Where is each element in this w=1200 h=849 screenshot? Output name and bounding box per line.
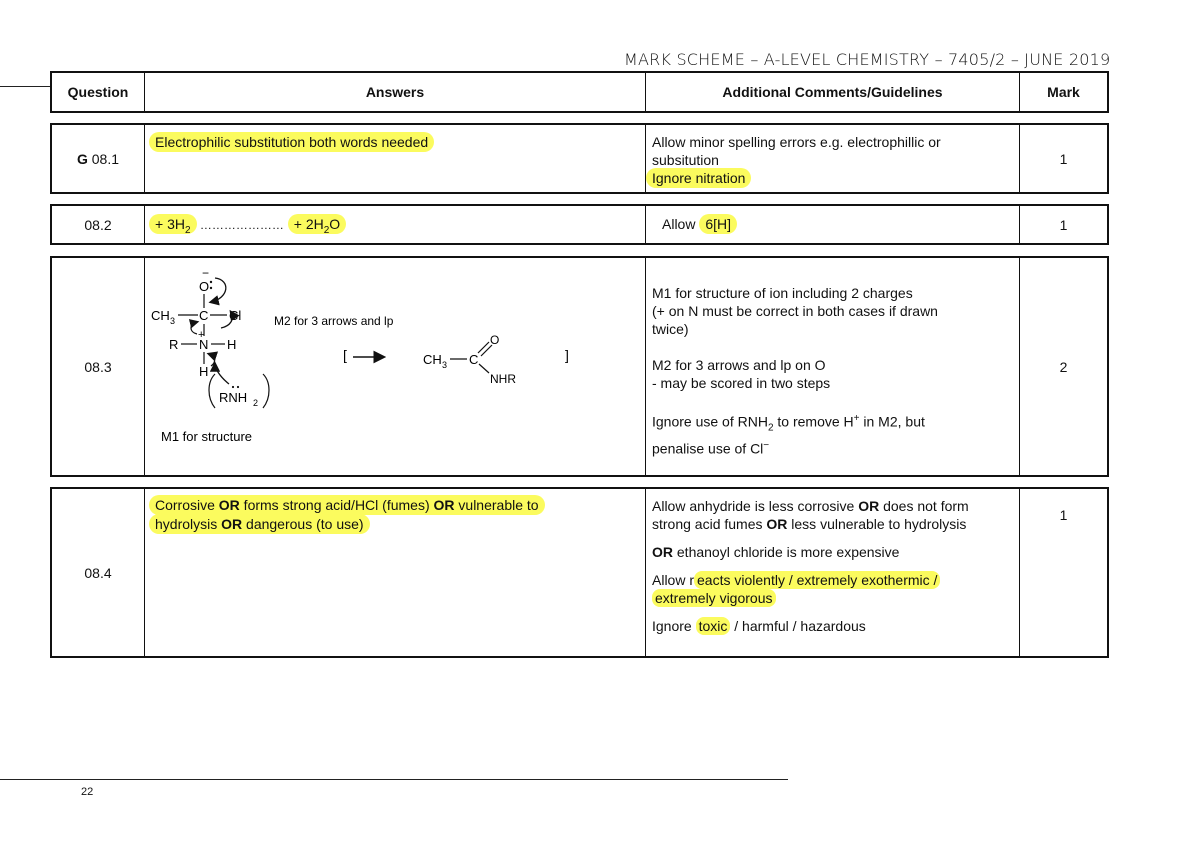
table-row-08-3: [50, 256, 1109, 477]
comment-line: / harmful / hazardous: [730, 618, 866, 634]
answer-part: O: [329, 216, 341, 232]
comment-highlighted: 6[H]: [699, 214, 737, 234]
answer-cell: [145, 258, 646, 475]
table-row-08-2: [50, 204, 1109, 245]
answer-part: forms strong acid/HCl (fumes): [239, 497, 434, 513]
carbon-atom: C: [199, 308, 209, 323]
question-number: 08.4: [52, 489, 145, 656]
comment-superscript: +: [853, 413, 860, 424]
table-row-08-4: [50, 487, 1109, 658]
or-keyword: OR: [433, 497, 455, 513]
comment-line: twice): [652, 321, 689, 337]
positive-charge: +: [198, 329, 205, 341]
mark-value: 1: [1059, 216, 1068, 233]
comment-line: Allow minor spelling errors e.g. electrophillic or: [652, 134, 941, 150]
question-number: 08.2: [52, 206, 145, 243]
answer-part: Corrosive: [155, 497, 219, 513]
comment-line: in M2, but: [859, 413, 925, 430]
answer-part: + 3H: [155, 216, 185, 232]
or-keyword: OR: [218, 497, 240, 513]
chlorine-atom: Cl: [229, 308, 242, 323]
answer-text: Electrophilic substitution both words needed: [149, 132, 434, 152]
r-group: R: [169, 337, 179, 352]
comment-prefix: Allow: [662, 216, 696, 232]
comment-line-highlighted: Ignore nitration: [646, 168, 751, 188]
mark-value: 2: [1059, 358, 1068, 375]
comment-cell: [646, 206, 1020, 243]
footer-rule: [0, 779, 788, 780]
or-keyword: OR: [221, 516, 243, 532]
comment-line: subsitution: [652, 152, 719, 168]
answer-cell: [145, 125, 646, 192]
comment-highlighted: extremely vigorous: [652, 589, 776, 607]
m2-label: M2 for 3 arrows and lp: [274, 314, 394, 328]
answer-part: + 2H: [293, 216, 324, 232]
comment-line: Allow r: [652, 572, 695, 588]
comment-line: M1 for structure of ion including 2 charges: [652, 285, 913, 301]
comment-line: ethanoyl chloride is more expensive: [673, 544, 900, 560]
bracket-open: [: [343, 347, 347, 363]
product-carbon: C: [469, 352, 479, 367]
mechanism-diagram: [145, 258, 642, 475]
methyl-subscript: 3: [170, 316, 176, 326]
answer-cell: [145, 206, 646, 243]
comment-highlighted: eacts violently / extremely exothermic /: [694, 571, 940, 589]
methyl-ch: CH: [151, 308, 170, 323]
comment-line: (+ on N must be correct in both cases if drawn: [652, 303, 938, 319]
or-keyword: OR: [858, 498, 880, 514]
column-header-mark: Mark: [1047, 84, 1080, 100]
answer-part: dangerous (to use): [242, 516, 364, 532]
answer-cell: [145, 489, 646, 656]
answer-subscript: 2: [323, 224, 330, 236]
comment-line: Ignore: [652, 618, 696, 634]
column-header-comments: Additional Comments/Guidelines: [646, 73, 1020, 111]
hydrogen-atom-lower: H: [199, 364, 209, 379]
table-header-row: [50, 71, 1109, 113]
comment-cell: [646, 489, 1020, 656]
answer-part: vulnerable to: [454, 497, 539, 513]
hydrogen-atom: H: [227, 337, 237, 352]
nitrogen-atom: N: [199, 337, 209, 352]
answer-subscript: 2: [184, 224, 191, 236]
or-keyword: OR: [652, 544, 673, 560]
comment-highlighted: toxic: [696, 617, 731, 635]
table-row-08-1: [50, 123, 1109, 194]
comment-line: strong acid fumes: [652, 516, 767, 532]
question-prefix: G: [76, 150, 88, 167]
comment-line: less vulnerable to hydrolysis: [787, 516, 967, 532]
product-oxygen: O: [490, 333, 500, 347]
page-number: 22: [81, 786, 94, 798]
or-keyword: OR: [766, 516, 788, 532]
answer-part: hydrolysis: [155, 516, 222, 532]
m1-label: M1 for structure: [161, 429, 253, 444]
product-ch: CH: [423, 352, 442, 367]
comment-cell: [646, 125, 1020, 192]
comment-line: M2 for 3 arrows and lp on O: [652, 357, 826, 373]
mark-value: 1: [1059, 150, 1068, 167]
mark-value: 1: [1059, 507, 1068, 523]
question-number: 08.3: [52, 258, 145, 475]
page-header-title: MARK SCHEME – A-LEVEL CHEMISTRY – 7405/2 – JUNE 2019: [624, 50, 1111, 69]
comment-line: to remove H: [773, 413, 854, 430]
column-header-question: Question: [52, 73, 145, 111]
column-header-answers: Answers: [145, 73, 646, 111]
question-number: [52, 125, 145, 192]
comment-cell: [646, 258, 1020, 475]
answer-dots: …………………: [196, 218, 284, 232]
comment-line: Allow anhydride is less corrosive: [652, 498, 859, 514]
comment-line: does not form: [879, 498, 969, 514]
product-nhr: NHR: [490, 372, 516, 386]
comment-line: Ignore use of RNH: [652, 413, 768, 430]
oxygen-atom: O: [199, 279, 210, 294]
comment-superscript: −: [763, 440, 770, 452]
minus-charge: −: [202, 266, 210, 280]
product-subscript: 3: [442, 360, 448, 370]
amine-rnh: RNH: [219, 390, 248, 405]
comment-line: - may be scored in two steps: [652, 375, 831, 391]
amine-subscript: 2: [253, 398, 259, 408]
question-number-text: 08.1: [91, 150, 120, 167]
comment-subscript: 2: [767, 422, 774, 434]
bracket-close: ]: [565, 347, 569, 363]
comment-line: penalise use of Cl: [652, 441, 764, 458]
